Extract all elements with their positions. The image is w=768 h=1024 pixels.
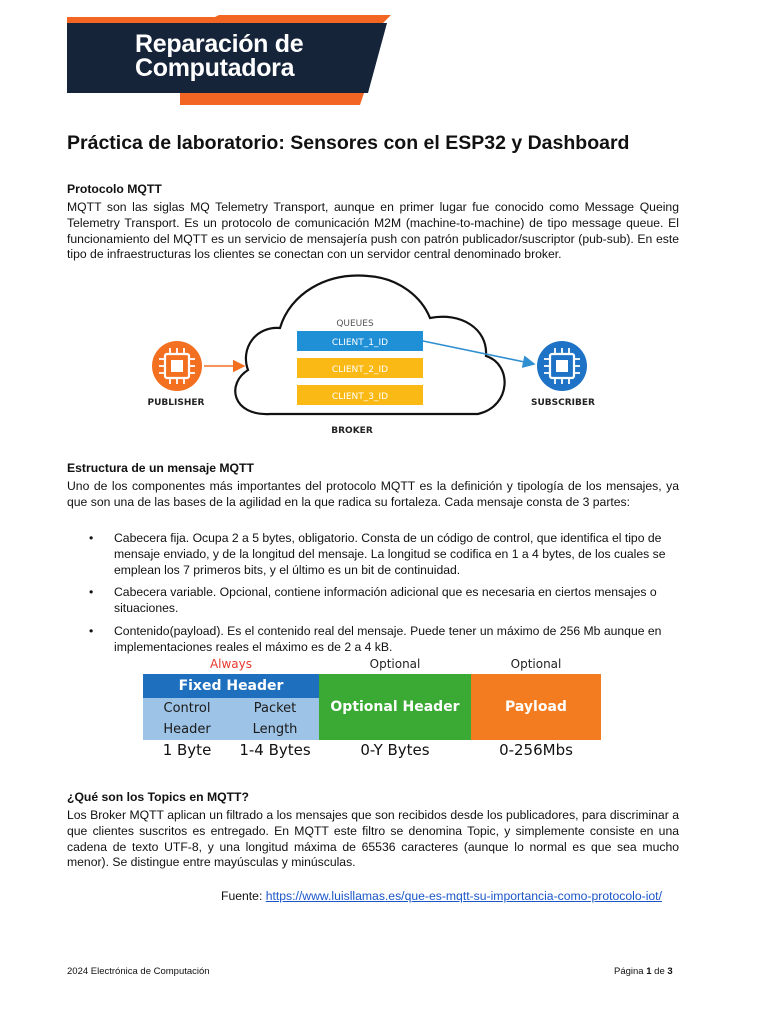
logo-line-2: Computadora xyxy=(135,54,295,82)
subscriber-label: SUBSCRIBER xyxy=(531,398,595,408)
logo-line-1: Reparación de xyxy=(135,30,304,58)
control-label: Control xyxy=(163,701,211,716)
heading-structure: Estructura de un mensaje MQTT xyxy=(67,461,254,475)
fixed-header-cell: Fixed Header xyxy=(143,674,319,698)
list-item xyxy=(84,624,680,656)
of-word: de xyxy=(651,966,668,977)
queues-label: QUEUES xyxy=(336,319,374,329)
client-3-label: CLIENT_3_ID xyxy=(331,392,389,402)
bullet-icon: • xyxy=(89,531,94,545)
publisher-label: PUBLISHER xyxy=(147,398,205,408)
packet-label: Packet xyxy=(253,701,297,716)
size-fixed-length: 1-4 Bytes xyxy=(239,741,311,759)
message-parts-list xyxy=(84,531,680,663)
client-2-label: CLIENT_2_ID xyxy=(331,365,389,375)
paragraph-mqtt: MQTT son las siglas MQ Telemetry Transport, aunque en primer lugar fue conocido como Message Queing Telemetry Transport. Es un protocolo de comunicación M2M (machine-to-machine) de tipo message queue. El funcionamiento del MQTT es un servicio de mensajería push con patrón publicador/suscriptor (pub-sub). En este tipo de infraestructuras los clientes se conectan con un servidor central denominado broker. xyxy=(67,200,679,262)
caption-optional-payload: Optional xyxy=(510,657,562,671)
broker-diagram xyxy=(140,266,610,441)
logo-banner xyxy=(67,15,391,105)
source-line xyxy=(221,889,662,903)
source-link[interactable]: https://www.luisllamas.es/que-es-mqtt-su-importancia-como-protocolo-iot/ xyxy=(265,889,662,903)
footer-text: 2024 Electrónica de Computación xyxy=(67,966,210,977)
heading-topics: ¿Qué son los Topics en MQTT? xyxy=(67,790,249,804)
heading-mqtt: Protocolo MQTT xyxy=(67,182,162,196)
optional-header-cell: Optional Header xyxy=(319,674,471,740)
list-item-text: Cabecera fija. Ocupa 2 a 5 bytes, obligatorio. Consta de un código de control, que identifica el tipo de mensaje enviado, y de la longitud del mensaje. La longitud se codifica en 1 a 4 bytes, de los cuales se emplean los 7 primeros bits, y el último es un bit de continuidad. xyxy=(114,531,666,577)
size-optional-header: 0-Y Bytes xyxy=(360,741,430,759)
subscriber-chip-icon xyxy=(537,341,587,391)
publisher-chip-icon xyxy=(152,341,202,391)
page-number xyxy=(614,966,673,977)
source-label: Fuente: xyxy=(221,889,266,903)
current-page: 1 xyxy=(646,966,652,977)
client-1-label: CLIENT_1_ID xyxy=(331,338,389,348)
total-pages: 3 xyxy=(667,966,673,977)
page-title: Práctica de laboratorio: Sensores con el ESP32 y Dashboard xyxy=(67,132,630,154)
payload-cell: Payload xyxy=(471,674,601,740)
list-item xyxy=(84,585,680,617)
bullet-icon: • xyxy=(89,623,94,638)
length-label: Length xyxy=(252,722,298,737)
list-item-text: Cabecera variable. Opcional, contiene información adicional que es necesaria en ciertos mensajes o situaciones. xyxy=(114,585,657,616)
caption-optional-header: Optional xyxy=(369,657,421,671)
header-label: Header xyxy=(163,722,211,737)
mqtt-message-structure xyxy=(143,655,603,767)
size-payload: 0-256Mbs xyxy=(499,741,573,759)
list-item-text: Contenido(payload). Es el contenido real del mensaje. Puede tener un máximo de 256 Mb aunque en implementaciones reales el máximo es de 2 a 4 kB. xyxy=(114,623,662,654)
bullet-icon: • xyxy=(89,585,94,600)
size-fixed-control: 1 Byte xyxy=(162,741,212,759)
paragraph-structure: Uno de los componentes más importantes del protocolo MQTT es la definición y tipología de los mensajes, ya que son una de las bases de la agilidad en la que radica su fortaleza. Cada mensaje consta de 3 partes: xyxy=(67,479,679,509)
page-word: Página xyxy=(614,966,647,977)
broker-label: BROKER xyxy=(331,426,373,436)
list-item xyxy=(84,531,680,578)
caption-always: Always xyxy=(209,657,253,671)
paragraph-topics: Los Broker MQTT aplican un filtrado a los mensajes que son recibidos desde los publicadores, para discriminar a que clientes suscritos es entregado. En MQTT este filtro se denomina Topic, y simplemente consiste en una cadena de texto UTF-8, y una longitud máxima de 65536 caracteres (aunque lo normal es que sea mucho menor). Se distingue entre mayúsculas y minúsculas. xyxy=(67,808,679,870)
